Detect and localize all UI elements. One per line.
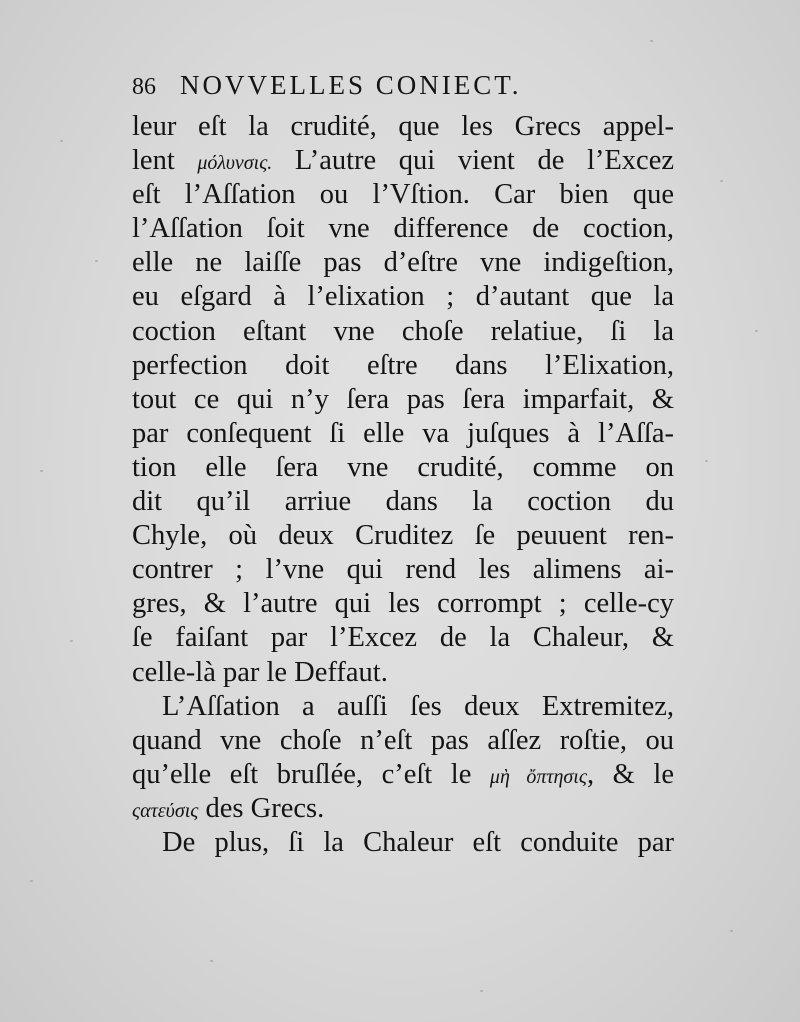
text-line	[132, 144, 674, 178]
greek-term: μὴ ὄπτησις	[489, 765, 587, 788]
text-line	[132, 417, 674, 451]
text-run: par conſequent ſi elle va juſques à l’Aſſa-	[132, 417, 674, 449]
text-run: dit qu’il arriue dans la coction du	[132, 486, 674, 518]
page-number: 86	[132, 74, 156, 100]
body-text	[132, 110, 674, 860]
paper-speck	[720, 180, 723, 182]
text-line	[132, 485, 674, 519]
text-run: des Grecs.	[198, 792, 325, 824]
text-run: eu eſgard à l’elixation ; d’autant que la	[132, 281, 674, 313]
text-run: quand vne choſe n’eſt pas aſſez roſtie, ou	[132, 724, 674, 756]
text-run: ſe faiſant par l’Excez de la Chaleur, &	[132, 622, 674, 654]
text-run: L’autre qui vient de l’Excez	[272, 145, 674, 177]
paper-speck	[40, 470, 43, 472]
text-line	[132, 826, 674, 860]
text-line	[132, 315, 674, 349]
text-line	[132, 587, 674, 621]
text-run: coction eſtant vne choſe relatiue, ſi la	[132, 315, 674, 347]
text-line	[132, 690, 674, 724]
text-line	[132, 519, 674, 553]
text-line	[132, 553, 674, 587]
book-page	[132, 70, 674, 860]
paper-speck	[30, 880, 33, 882]
text-run: eſt l’Aſſation ou l’Vſtion. Car bien que	[132, 179, 674, 211]
text-line	[132, 280, 674, 314]
paper-speck	[60, 140, 63, 142]
text-line	[132, 792, 674, 826]
text-run: qu’elle eſt bruſlée, c’eſt le	[132, 758, 490, 790]
text-line	[132, 451, 674, 485]
text-run: gres, & l’autre qui les corrompt ; celle-cy	[132, 588, 674, 620]
paper-speck	[730, 930, 733, 932]
text-line	[132, 178, 674, 212]
text-run: De plus, ſi la Chaleur eſt conduite par	[162, 826, 674, 858]
text-run: elle ne laiſſe pas d’eſtre vne indigeſtion,	[132, 247, 674, 279]
greek-term: ςατεύσις	[132, 799, 199, 822]
greek-term: μόλυνσις.	[197, 152, 273, 175]
text-line	[132, 383, 674, 417]
text-run: , & le	[586, 758, 674, 790]
text-run: l’Aſſation ſoit vne difference de coction,	[132, 213, 674, 245]
text-line	[132, 724, 674, 758]
running-title: NOVVELLES CONIECT.	[180, 70, 522, 100]
text-line	[132, 621, 674, 655]
text-line	[132, 212, 674, 246]
text-run: contrer ; l’vne qui rend les alimens ai-	[132, 554, 674, 586]
text-line	[132, 656, 674, 690]
text-run: perfection doit eſtre dans l’Elixation,	[132, 349, 674, 381]
text-run: Chyle, où deux Cruditez ſe peuuent ren-	[132, 520, 674, 552]
text-line	[132, 349, 674, 383]
text-run: tion elle ſera vne crudité, comme on	[132, 451, 674, 483]
paper-speck	[480, 990, 483, 992]
paper-speck	[755, 330, 758, 332]
paper-speck	[70, 640, 73, 642]
paper-speck	[650, 40, 653, 42]
text-run: lent	[132, 145, 198, 177]
text-line	[132, 758, 674, 792]
text-run: leur eſt la crudité, que les Grecs appel-	[132, 111, 674, 142]
paper-speck	[705, 460, 708, 462]
text-run: L’Aſſation a auſſi ſes deux Extremitez,	[162, 690, 674, 722]
text-line	[132, 110, 674, 144]
text-run: tout ce qui n’y ſera pas ſera imparfait, &	[132, 383, 674, 415]
text-line	[132, 246, 674, 280]
paper-speck	[210, 960, 213, 962]
text-run: celle-là par le Deffaut.	[132, 656, 388, 688]
page-header	[132, 70, 674, 110]
paper-speck	[95, 260, 98, 262]
